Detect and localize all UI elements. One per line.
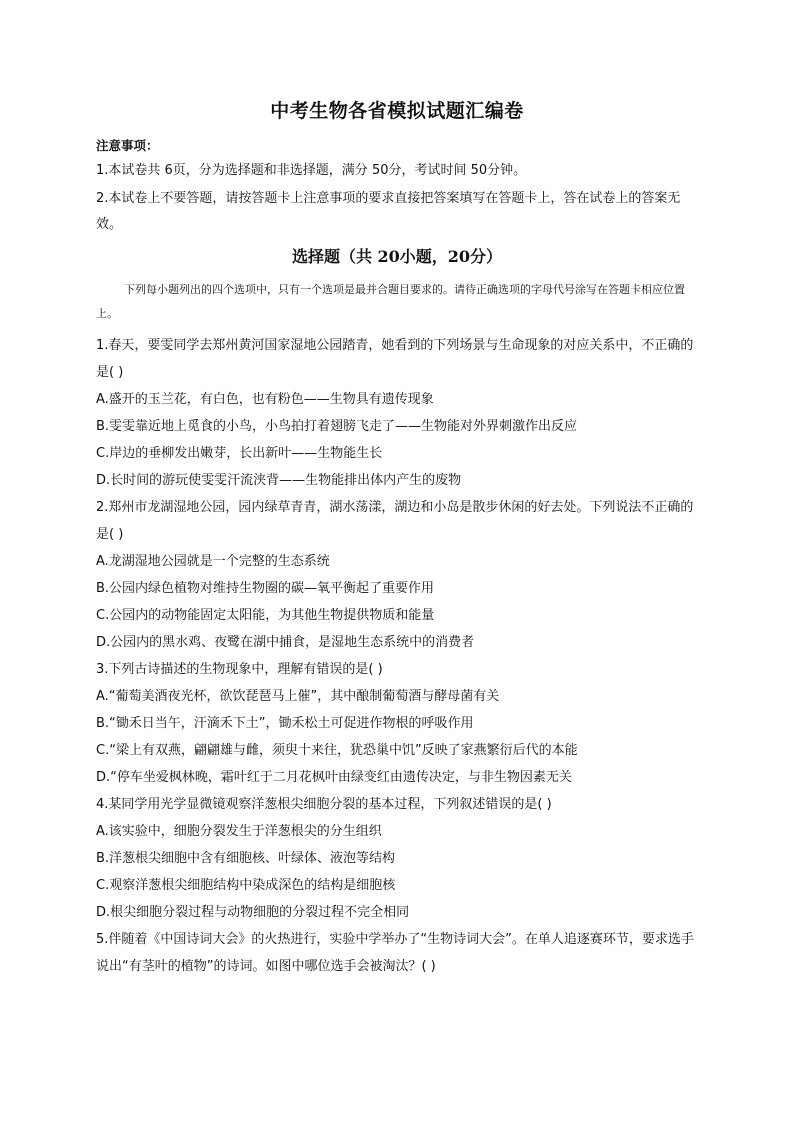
option-b: B.雯雯靠近地上觅食的小鸟，小鸟拍打着翅膀飞走了——生物能对外界刺激作出反应 bbox=[96, 419, 578, 434]
option-d: D.根尖细胞分裂过程与动物细胞的分裂过程不完全相同 bbox=[96, 905, 410, 920]
question-5 bbox=[96, 926, 700, 980]
option-a: A.龙湖湿地公园就是一个完整的生态系统 bbox=[96, 554, 330, 569]
notice-item-1: 1.本试卷共 6页，分为选择题和非选择题，满分 50分，考试时间 50分钟。 bbox=[96, 163, 527, 178]
option-b: B.公园内绿色植物对维持生物圈的碳—氧平衡起了重要作用 bbox=[96, 581, 435, 596]
option-d: D.长时间的游玩使雯雯汗流浃背——生物能排出体内产生的废物 bbox=[96, 473, 462, 488]
question-4 bbox=[96, 791, 700, 926]
option-c: C.观察洋葱根尖细胞结构中染成深色的结构是细胞核 bbox=[96, 878, 396, 893]
question-stem: 4.某同学用光学显微镜观察洋葱根尖细胞分裂的基本过程，下列叙述错误的是( ) bbox=[96, 797, 552, 812]
question-stem: 5.伴随着《中国诗词大会》的火热进行，实验中学举办了“生物诗词大会”。在单人追逐赛环节，要求选手说出“有茎叶的植物”的诗词。如图中哪位选手会被淘汰？( ) bbox=[96, 932, 694, 974]
question-stem: 1.春天，要雯同学去郑州黄河国家湿地公园踏青，她看到的下列场景与生命现象的对应关系中，不正确的是( ) bbox=[96, 338, 694, 380]
option-a: A.“葡萄美酒夜光杯，欲饮琵琶马上催”，其中酿制葡萄酒与酵母菌有关 bbox=[96, 689, 500, 704]
question-stem: 3.下列古诗描述的生物现象中，理解有错误的是( ) bbox=[96, 662, 383, 677]
option-d: D.公园内的黑水鸡、夜鹭在湖中捕食，是湿地生态系统中的消费者 bbox=[96, 635, 475, 650]
option-c: C.公园内的动物能固定太阳能，为其他生物提供物质和能量 bbox=[96, 608, 435, 623]
option-c: C.岸边的垂柳发出嫩芽，长出新叶——生物能生长 bbox=[96, 446, 383, 461]
notice-heading: 注意事项： bbox=[96, 138, 159, 153]
option-a: A.盛开的玉兰花，有白色，也有粉色——生物具有遗传现象 bbox=[96, 392, 434, 407]
option-b: B.“锄禾日当午，汗滴禾下土”，锄禾松土可促进作物根的呼吸作用 bbox=[96, 716, 474, 731]
section-instruction: 下列每小题列出的四个选项中，只有一个选项是最并合题目要求的。请待正确选项的字母代号涂写在答题卡相应位置上。 bbox=[96, 283, 685, 320]
option-d: D.“停车坐爱枫林晚，霜叶红于二月花枫叶由绿变红由遗传决定，与非生物因素无关 bbox=[96, 770, 572, 785]
question-3 bbox=[96, 656, 700, 791]
question-list bbox=[96, 332, 700, 980]
question-stem: 2.郑州市龙湖湿地公园，园内绿草青青，湖水荡漾，湖边和小岛是散步休闲的好去处。下列说法不正确的是( ) bbox=[96, 500, 694, 542]
notice-item-2: 2.本试卷上不要答题，请按答题卡上注意事项的要求直接把答案填写在答题卡上，答在试卷上的答案无效。 bbox=[96, 191, 681, 232]
page-title: 中考生物各省模拟试题汇编卷 bbox=[270, 100, 524, 122]
option-b: B.洋葱根尖细胞中含有细胞核、叶绿体、液泡等结构 bbox=[96, 851, 396, 866]
section-title: 选择题（共 20小题，20分） bbox=[291, 247, 503, 266]
question-1 bbox=[96, 332, 700, 494]
option-a: A.该实验中，细胞分裂发生于洋葱根尖的分生组织 bbox=[96, 824, 382, 839]
option-c: C.“梁上有双燕，翩翩雄与雌，须臾十来往，犹恐巢中饥”反映了家燕繁衍后代的本能 bbox=[96, 743, 578, 758]
question-2 bbox=[96, 494, 700, 656]
